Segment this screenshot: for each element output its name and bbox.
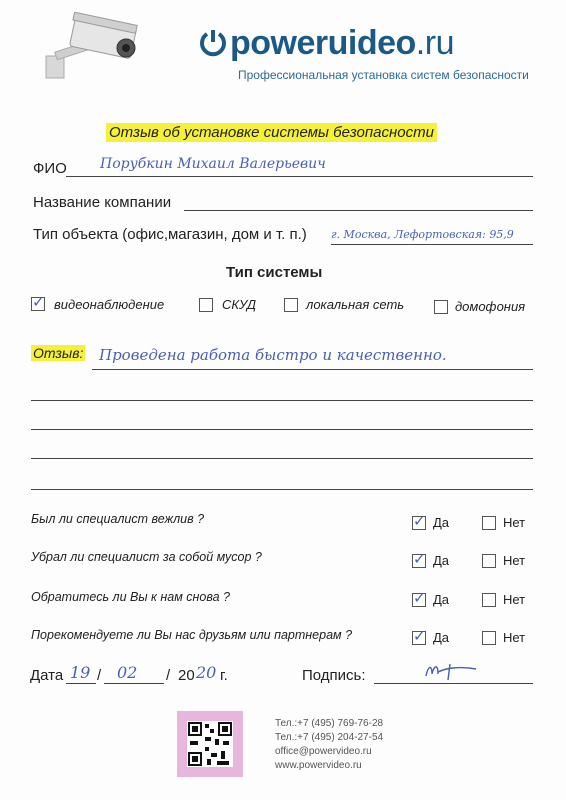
date-year-prefix: 20 — [178, 667, 195, 684]
company-line — [184, 210, 533, 211]
option-video[interactable] — [31, 293, 45, 311]
q1-no-checkbox[interactable] — [482, 516, 496, 530]
q4-yes-checkbox[interactable] — [412, 627, 426, 645]
signature-line — [374, 683, 533, 684]
option-skud-label: СКУД — [222, 297, 257, 312]
question-3: Обратитесь ли Вы к нам снова ? — [31, 590, 230, 604]
object-line — [331, 244, 533, 245]
option-video-label: видеонаблюдение — [54, 297, 165, 312]
contact-site[interactable]: www.powervideo.ru — [275, 760, 362, 771]
q4-no-label: Нет — [503, 630, 526, 645]
option-lan-label: локальная сеть — [306, 297, 405, 312]
tagline: Профессиональная установка систем безопасности — [238, 68, 529, 82]
checkbox-video[interactable] — [31, 293, 45, 311]
date-year-unit: г. — [220, 667, 228, 684]
date-sep-1: / — [97, 667, 102, 684]
q1-no-label: Нет — [503, 515, 526, 530]
date-month-line — [104, 683, 164, 684]
qr-code — [177, 711, 243, 777]
checkbox-skud[interactable] — [199, 298, 213, 312]
review-label: Отзыв: — [33, 345, 84, 361]
object-value[interactable]: г. Москва, Лефортовская: 95,9 — [331, 228, 514, 241]
logo-domain: .ru — [415, 24, 454, 62]
q4-yes-label: Да — [433, 630, 450, 645]
power-icon — [198, 27, 228, 57]
q1-yes-checkbox[interactable] — [412, 512, 426, 530]
company-logo — [198, 24, 454, 63]
date-day-line — [66, 683, 96, 684]
q2-yes-label: Да — [433, 553, 450, 568]
q2-no-label: Нет — [503, 553, 526, 568]
logo-text: poweruideo — [230, 24, 416, 62]
signature-scribble — [420, 660, 480, 682]
checkmark-icon: ✓ — [413, 550, 426, 568]
q3-no-label: Нет — [503, 592, 526, 607]
question-2: Убрал ли специалист за собой мусор ? — [31, 550, 262, 564]
checkbox-intercom[interactable] — [434, 300, 448, 314]
q2-no-checkbox[interactable] — [482, 554, 496, 568]
q2-yes-checkbox[interactable] — [412, 550, 426, 568]
review-text[interactable]: Проведена работа быстро и качественно. — [99, 346, 447, 364]
q3-yes-checkbox[interactable] — [412, 589, 426, 607]
q4-no-checkbox[interactable] — [482, 631, 496, 645]
checkmark-icon: ✓ — [413, 627, 426, 645]
signature-label: Подпись: — [302, 667, 366, 684]
date-label: Дата — [30, 667, 64, 684]
date-day[interactable]: 19 — [70, 663, 91, 682]
question-1: Был ли специалист вежлив ? — [31, 512, 205, 526]
company-label: Название компании — [33, 194, 172, 211]
checkmark-icon: ✓ — [413, 589, 426, 607]
contact-email[interactable]: office@powervideo.ru — [275, 746, 372, 757]
checkmark-icon: ✓ — [413, 512, 426, 530]
fio-line — [66, 176, 533, 177]
checkmark-icon: ✓ — [32, 293, 45, 311]
question-4: Порекомендуете ли Вы нас друзьям или партнерам ? — [31, 628, 353, 642]
review-line-4 — [31, 458, 533, 459]
contact-phone-1: Тел.:+7 (495) 769-76-28 — [275, 718, 384, 729]
system-heading: Тип системы — [226, 264, 323, 281]
review-line-3 — [31, 429, 533, 430]
contact-phone-2: Тел.:+7 (495) 204-27-54 — [275, 732, 384, 743]
date-year-suffix[interactable]: 20 — [196, 663, 217, 682]
q3-yes-label: Да — [433, 592, 450, 607]
object-label: Тип объекта (офис,магазин, дом и т. п.) — [33, 226, 307, 243]
checkbox-lan[interactable] — [284, 298, 298, 312]
review-line-2 — [31, 400, 533, 401]
review-line-1 — [92, 369, 533, 370]
option-intercom-label: домофония — [455, 299, 526, 314]
date-month[interactable]: 02 — [117, 663, 138, 682]
form-title: Отзыв об установке системы безопасности — [106, 123, 437, 142]
date-sep-2: / — [166, 667, 171, 684]
fio-label: ФИО — [33, 160, 67, 177]
q3-no-checkbox[interactable] — [482, 593, 496, 607]
q1-yes-label: Да — [433, 515, 450, 530]
contacts-block — [275, 717, 383, 773]
fio-value[interactable]: Порубкин Михаил Валерьевич — [100, 156, 326, 172]
review-line-5 — [31, 489, 533, 490]
cctv-camera-icon — [40, 12, 140, 84]
